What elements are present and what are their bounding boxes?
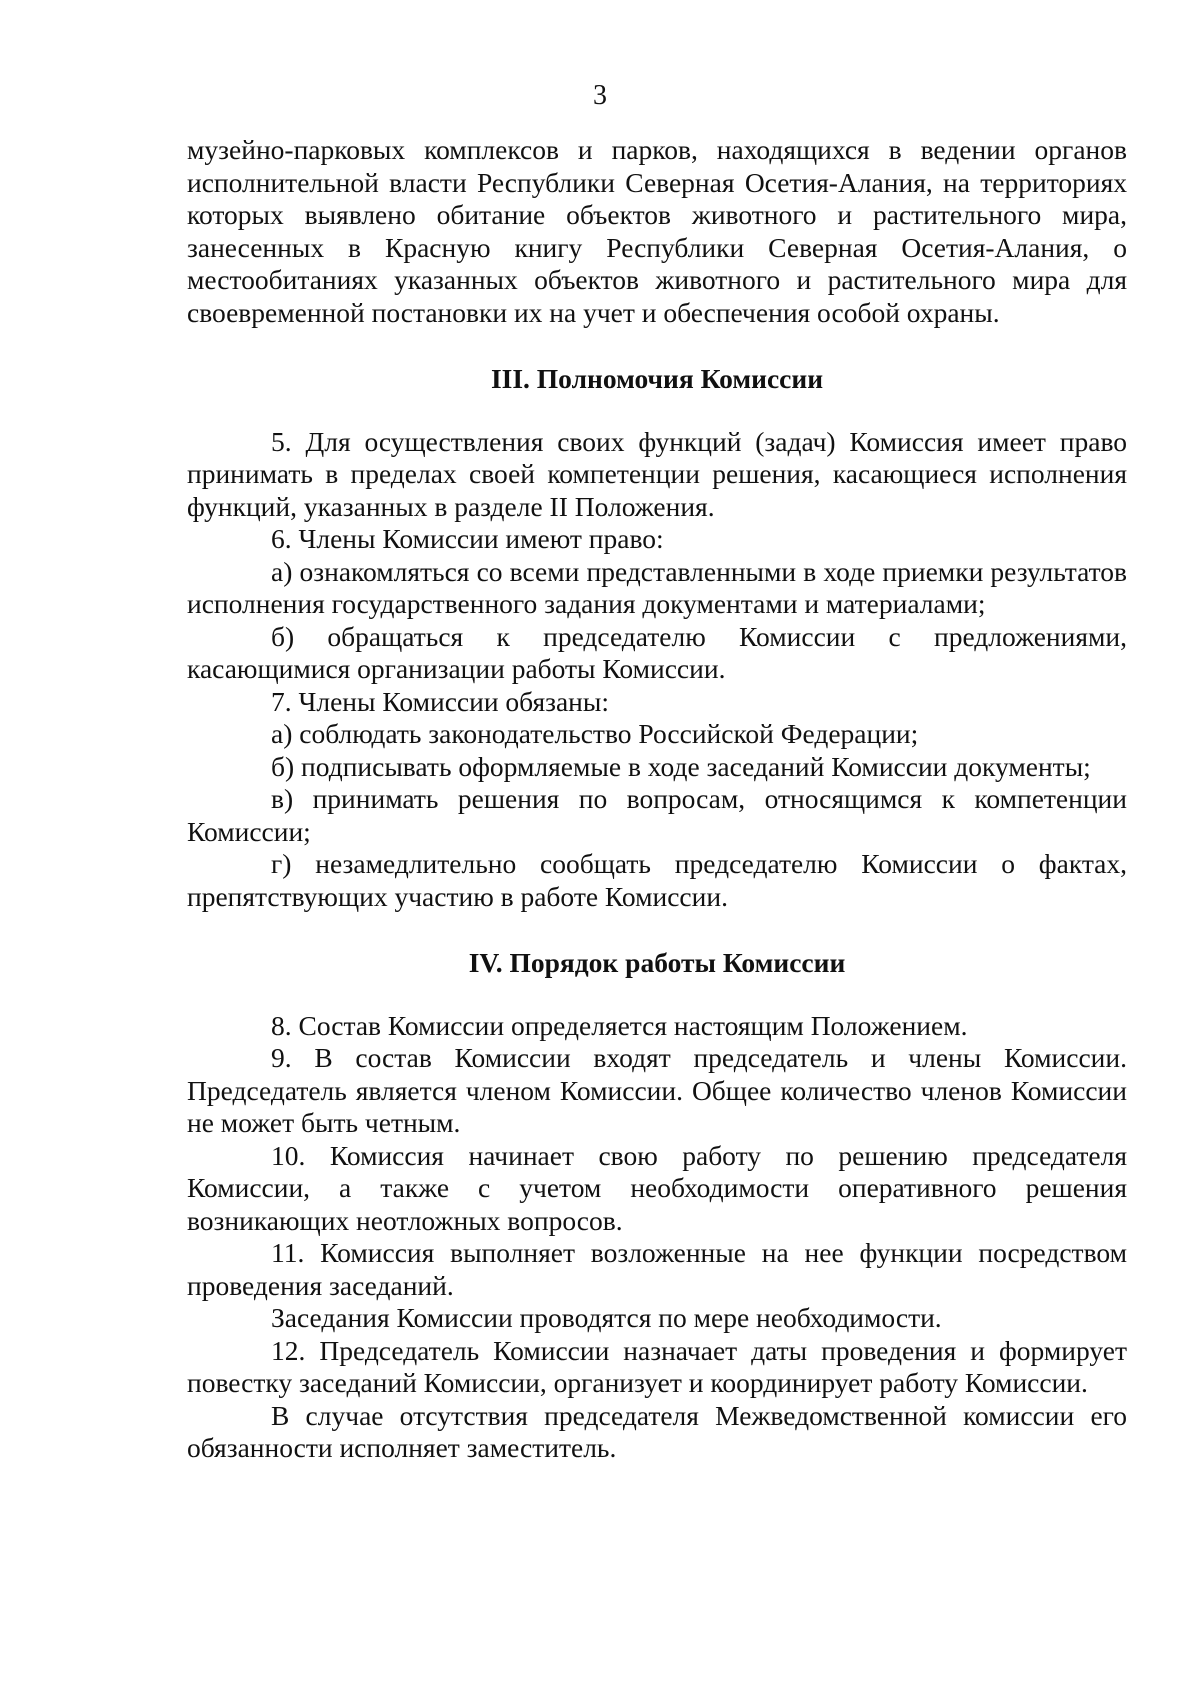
paragraph-item-9: 9. В состав Комиссии входят председатель и члены Комиссии. Председатель является членом Комиссии. Общее количество членов Комиссии не может быть четным. [187, 1042, 1127, 1138]
section-heading-iii: III. Полномочия Комиссии [490, 363, 824, 394]
paragraph-meetings: Заседания Комиссии проводятся по мере необходимости. [271, 1302, 942, 1333]
paragraph-item-7: 7. Члены Комиссии обязаны: [271, 685, 610, 717]
paragraph-intro: музейно-парковых комплексов и парков, находящихся в ведении органов исполнительной власти Республики Северная Осетия-Алания, на территориях которых выявлено обитание объектов животного и растительного мира, занесенных в Красную книгу Республики Северная Осетия-Алания, о местообитаниях указанных объектов животного и растительного мира для своевременной постановки их на учет и обеспечения особой охраны. [187, 134, 1127, 328]
page-number: 3 [593, 80, 607, 111]
paragraph-item-7b: б) подписывать оформляемые в ходе заседаний Комиссии документы; [271, 750, 1091, 782]
paragraph-item-11: 11. Комиссия выполняет возложенные на нее функции посредством проведения заседаний. [187, 1237, 1127, 1301]
section-iii-body [187, 426, 1127, 914]
paragraph-item-6b: б) обращаться к председателю Комиссии с предложениями, касающимися организации работы Комиссии. [187, 620, 1127, 684]
paragraph-item-6a: а) ознакомляться со всеми представленными в ходе приемки результатов исполнения государственного задания документами и материалами; [187, 555, 1127, 619]
paragraph-item-12: 12. Председатель Комиссии назначает даты проведения и формирует повестку заседаний Комиссии, организует и координирует работу Комиссии. [187, 1334, 1127, 1398]
paragraph-item-10: 10. Комиссия начинает свою работу по решению председателя Комиссии, а также с учетом необходимости оперативного решения возникающих неотложных вопросов. [187, 1139, 1127, 1236]
paragraph-item-7a: а) соблюдать законодательство Российской Федерации; [271, 718, 919, 749]
paragraph-item-8: 8. Состав Комиссии определяется настоящим Положением. [271, 1009, 968, 1041]
paragraph-item-5: 5. Для осуществления своих функций (задач) Комиссия имеет право принимать в пределах своей компетенции решения, касающиеся исполнения функций, указанных в разделе II Положения. [187, 425, 1127, 522]
section-iv-body [187, 1010, 1127, 1465]
paragraph-item-6: 6. Члены Комиссии имеют право: [271, 523, 664, 554]
paragraph-item-7v: в) принимать решения по вопросам, относящимся к компетенции Комиссии; [187, 783, 1127, 847]
paragraph-deputy: В случае отсутствия председателя Межведомственной комиссии его обязанности исполняет заместитель. [187, 1399, 1127, 1463]
section-heading-iv: IV. Порядок работы Комиссии [468, 947, 846, 978]
document-body [187, 134, 1127, 1465]
paragraph-item-7g: г) незамедлительно сообщать председателю Комиссии о фактах, препятствующих участию в работе Комиссии. [187, 848, 1127, 912]
